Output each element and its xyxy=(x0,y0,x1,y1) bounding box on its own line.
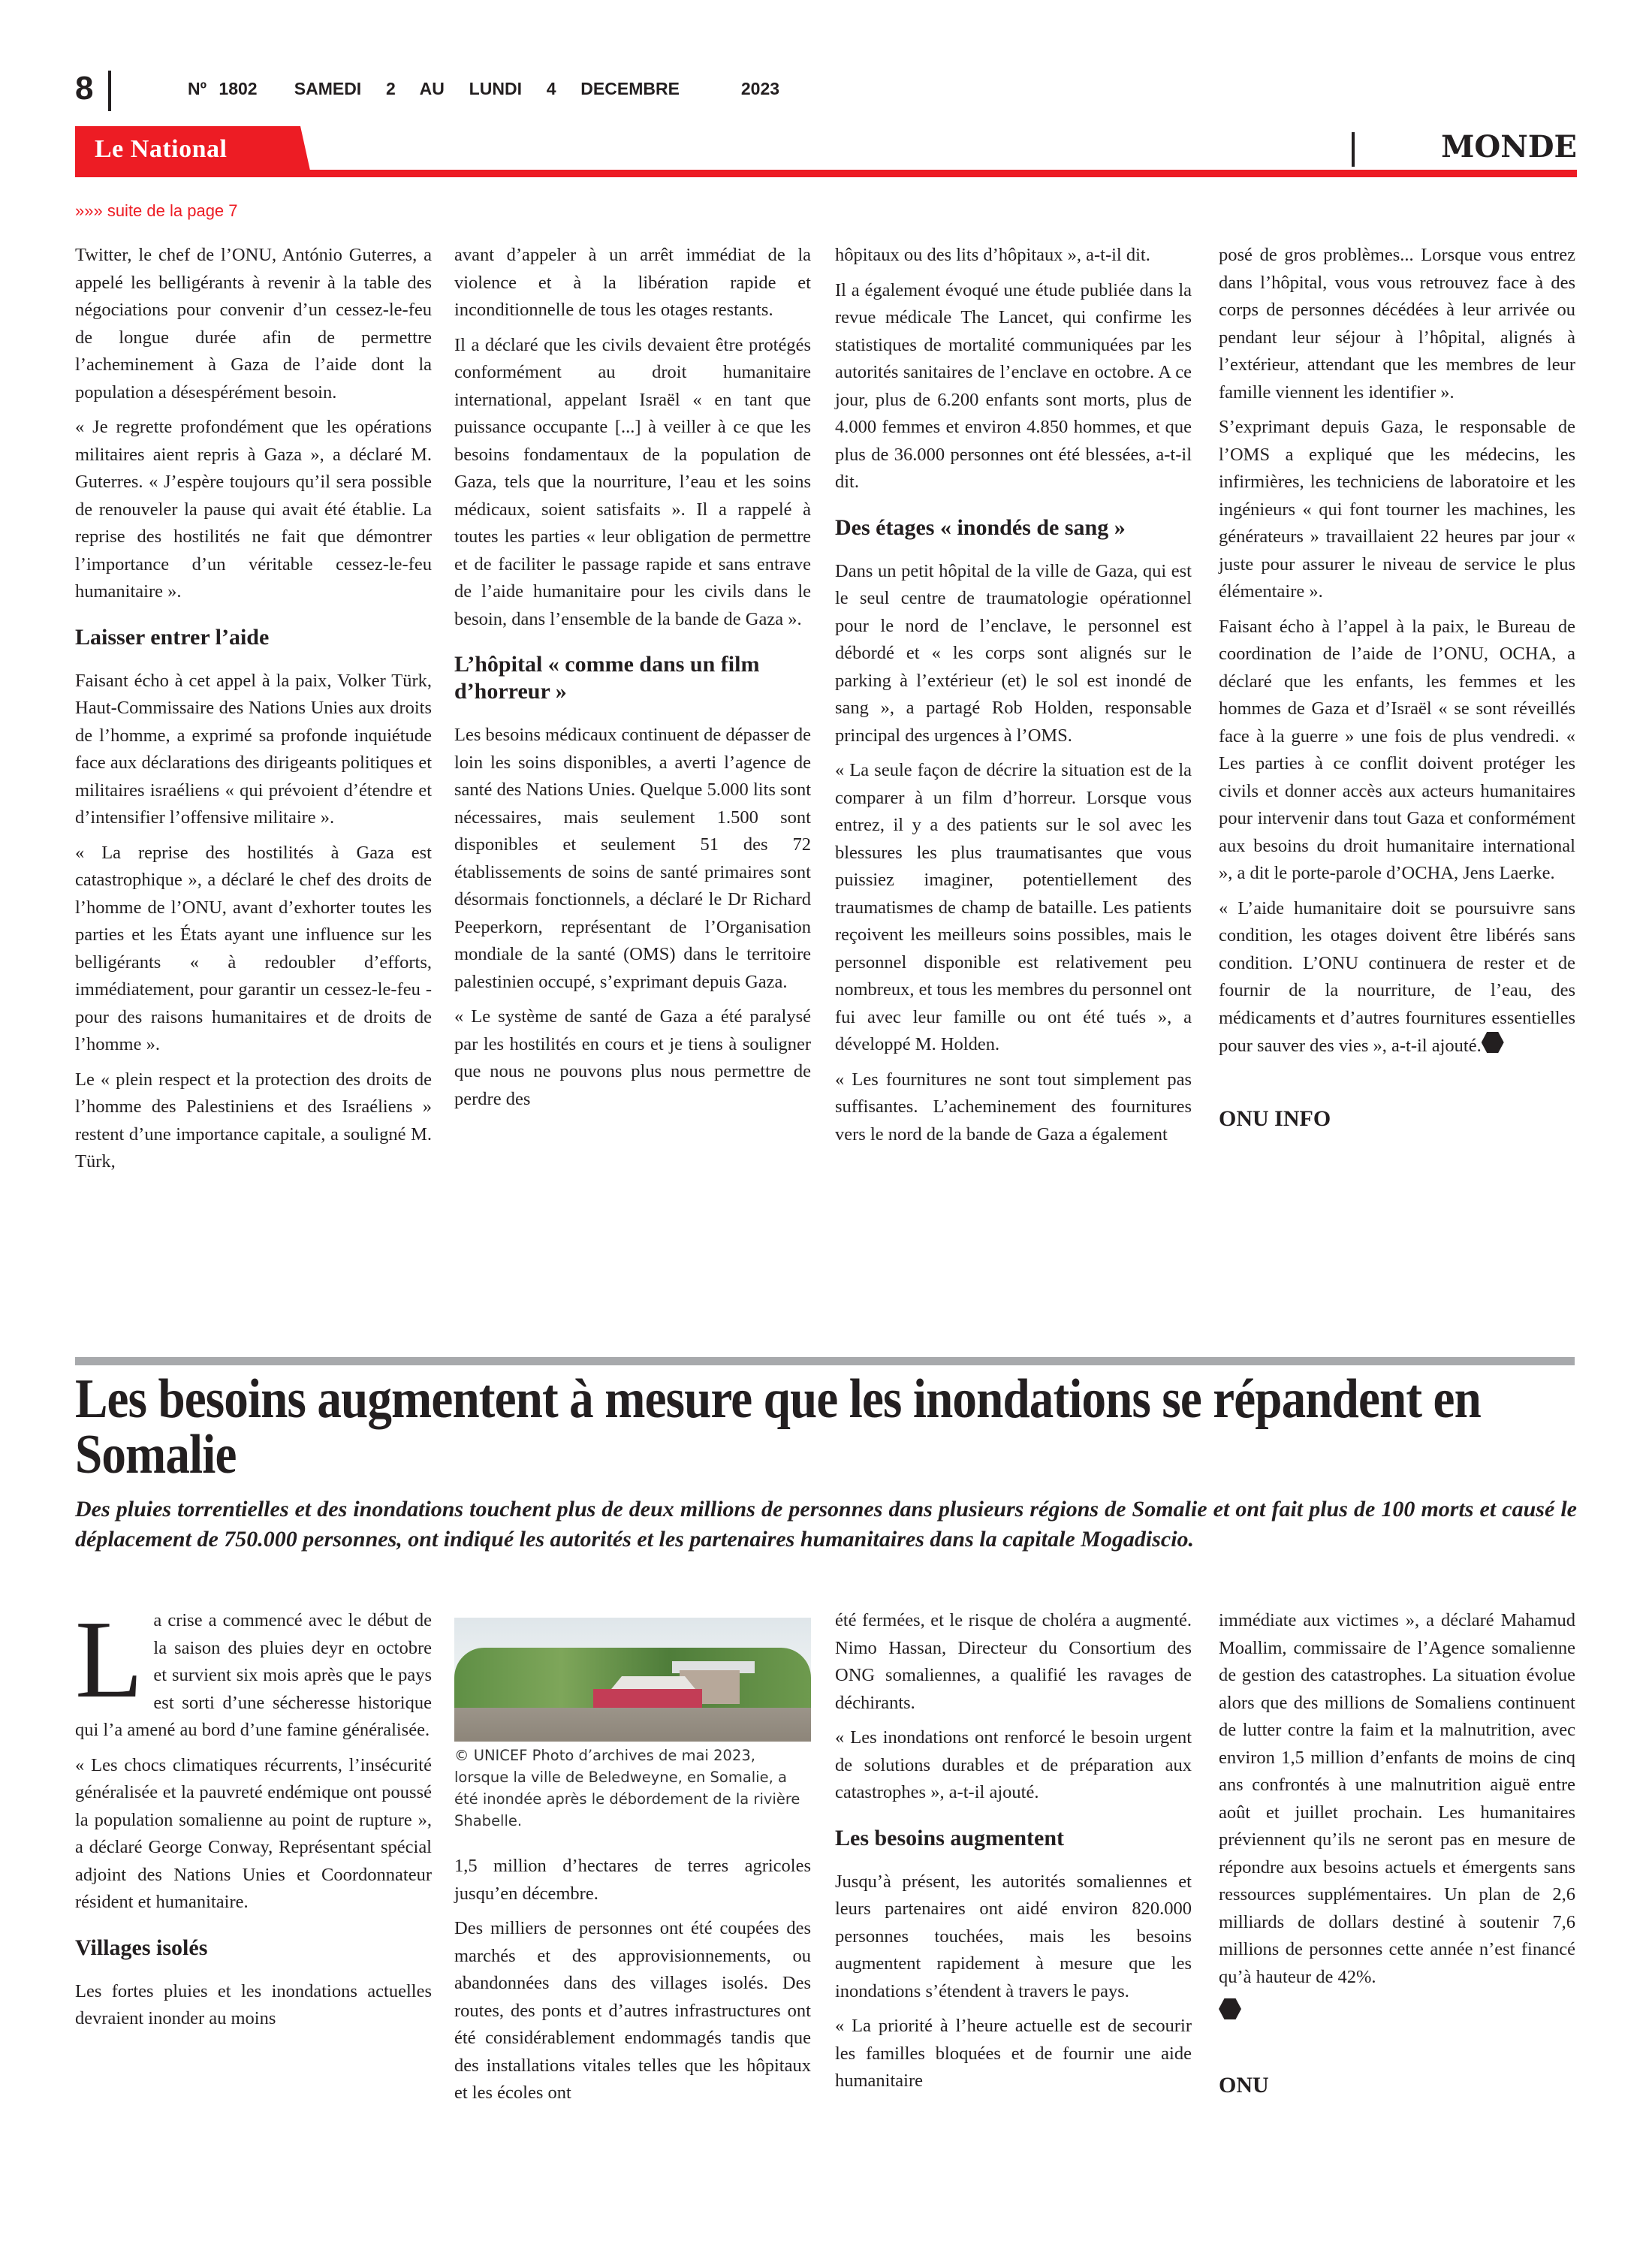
paragraph: Dans un petit hôpital de la ville de Gaza, qui est le seul centre de traumatologie opérationnel pour le nord de l’enclave, le personnel est débordé et « les corps sont alignés sur le parking à l’extérieur (et) le sol est inondé de sang », a partagé Rob Holden, responsable principal des urgences à l’OMS. xyxy=(835,560,1192,746)
photo-caption: © UNICEF Photo d’archives de mai 2023, lorsque la ville de Beledweyne, en Somalie, a été inondée après le débordement de la rivière Shabelle. xyxy=(454,1747,800,1829)
article2-column-1 xyxy=(75,1598,432,2040)
article2-column-4 xyxy=(1219,1607,1575,2099)
paragraph-text: a crise a commencé avec le début de la saison des pluies deyr en octobre et survient six mois après que le pays est sorti d’une sécheresse historique qui l’a amené au bord d’une famine généralisée. xyxy=(75,1610,432,1740)
article1-column-1 xyxy=(75,242,432,1184)
paragraph: « La priorité à l’heure actuelle est de secourir les familles bloquées et de fournir une aide humanitaire xyxy=(835,2016,1192,2091)
end-mark-row xyxy=(1219,1998,1575,2027)
brand-strip xyxy=(75,126,1577,177)
paragraph: « Les inondations ont renforcé le besoin urgent de solutions durables et de préparation aux catastrophes », a-t-il ajouté. xyxy=(835,1727,1192,1802)
drop-cap: L xyxy=(75,1598,143,1721)
paragraph: Faisant écho à l’appel à la paix, le Bureau de coordination de l’aide de l’ONU, OCHA, a déclaré que les enfants, les femmes et les hommes de Gaza et d’Israël « se sont réveillés face à la guerre » une fois de plus vendredi. « Les parties à ce conflit doivent protéger les civils et donner accès aux acteurs humanitaires pour intervenir dans tout Gaza et conformément aux besoins du droit humanitaire international », a dit le porte-parole d’OCHA, Jens Laerke. xyxy=(1219,616,1575,883)
article-byline: ONU INFO xyxy=(1219,1105,1331,1131)
paragraph: Le « plein respect et la protection des droits de l’homme des Palestiniens et des Israéliens » restent d’une importance capitale, a souligné M. Türk, xyxy=(75,1069,432,1172)
section-divider xyxy=(1352,132,1355,167)
paragraph-last xyxy=(1219,895,1575,1060)
continued-from-link[interactable]: »»» suite de la page 7 xyxy=(75,201,238,220)
article-headline: Les besoins augmentent à mesure que les inondations se répandent en Somalie xyxy=(75,1368,1481,1485)
paragraph: Des milliers de personnes ont été coupées des marchés et des approvisionnements, ou abandonnées dans des villages isolés. Des routes, des ponts et d’autres infrastructures ont été considérablement endommagés tandis que des installations vitales telles que les hôpitaux et les écoles ont xyxy=(454,1918,811,2103)
paragraph: immédiate aux victimes », a déclaré Mahamud Moallim, commissaire de l’Agence somalienne de gestion des catastrophes. La situation évolue alors que des millions de Somaliens continuent de lutter contre la faim et la malnutrition, avec environ 1,5 million d’enfants de moins de cinq ans confrontés à une malnutrition aiguë entre août et juillet prochain. Les humanitaires préviennent qu’ils ne seront pas en mesure de répondre aux besoins actuels et émergents sans ressources supplémentaires. Un plan de 2,6 milliards de dollars destiné à soutenir 7,6 millions de personnes cette année n’est financé qu’à hauteur de 42%. xyxy=(1219,1610,1575,1987)
paragraph: 1,5 million d’hectares de terres agricoles jusqu’en décembre. xyxy=(454,1856,811,1904)
article2-column-2 xyxy=(454,1607,811,2115)
article1-column-4 xyxy=(1219,242,1575,1133)
paragraph: « Je regrette profondément que les opérations militaires aient repris à Gaza », a déclaré M. Guterres. « J’espère toujours qu’il sera possible de renouveler la pause qui avait été établie. La reprise des hostilités ne fait que démontrer l’importance d’un véritable cessez-le-feu humanitaire ». xyxy=(75,417,432,602)
subheading: Villages isolés xyxy=(75,1935,208,1960)
flooded-town-photo xyxy=(454,1618,811,1742)
paragraph-first xyxy=(75,1598,432,1745)
paragraph: « Les chocs climatiques récurrents, l’insécurité généralisée et la pauvreté endémique ont poussé la population somalienne au point de rupture », a déclaré George Conway, Représentant spécial adjoint des Nations Unies et Coordonnateur résident et humanitaire. xyxy=(75,1754,432,1912)
paragraph: S’exprimant depuis Gaza, le responsable de l’OMS a expliqué que les médecins, les infirmières, les techniciens de laboratoire et les ingénieurs « qui font tourner les machines, les générateurs » travaillaient 22 heures par jour « juste pour assurer le niveau de service le plus élémentaire ». xyxy=(1219,417,1575,602)
article1-column-2 xyxy=(454,242,811,1120)
paragraph: Faisant écho à cet appel à la paix, Volker Türk, Haut-Commissaire des Nations Unies aux droits de l’homme, a exprimé sa profonde inquiétude face aux déclarations des dirigeants politiques et militaires israéliens « qui prévoient d’étendre et d’intensifier l’offensive militaire ». xyxy=(75,670,432,828)
article2-column-3 xyxy=(835,1607,1192,2103)
end-of-article-icon xyxy=(1482,1032,1504,1053)
newspaper-logo: Le National xyxy=(95,135,228,163)
article-separator xyxy=(75,1357,1575,1365)
issue-info: Nº 1802 SAMEDI 2 AU LUNDI 4 DECEMBRE 2023 xyxy=(188,79,780,98)
subheading: Laisser entrer l’aide xyxy=(75,624,270,650)
paragraph: hôpitaux ou des lits d’hôpitaux », a-t-il dit. xyxy=(835,245,1150,265)
paragraph: avant d’appeler à un arrêt immédiat de la violence et à la libération rapide et inconditionnelle de tous les otages restants. xyxy=(454,245,811,320)
page-header xyxy=(75,66,1577,111)
paragraph: posé de gros problèmes... Lorsque vous entrez dans l’hôpital, vous vous retrouvez face à des corps de personnes décédées à leur arrivée ou pendant leur séjour à l’hôpital, alignés à l’extérieur, attendant que les membres de leur famille viennent les identifier ». xyxy=(1219,245,1575,403)
paragraph: « La seule façon de décrire la situation est de la comparer à un film d’horreur. Lorsque vous entrez, il y a des patients sur le sol avec les blessures les plus traumatisantes que vous puissiez imaginer, potentiellement des traumatismes de champ de bataille. Les patients reçoivent les meilleurs soins possibles, mais le personnel disponible est relativement peu nombreux, et tous les membres du personnel ont fui avec leur famille ou ont été tués », a développé M. Holden. xyxy=(835,760,1192,1054)
paragraph: été fermées, et le risque de choléra a augmenté. Nimo Hassan, Directeur du Consortium des ONG somaliennes, a qualifié les ravages de déchirants. xyxy=(835,1610,1192,1713)
paragraph: « La reprise des hostilités à Gaza est catastrophique », a déclaré le chef des droits de l’homme de l’ONU, avant d’exhorter toutes les parties et les États ayant une influence sur les belligérants « à redoubler d’efforts, immédiatement, pour garantir un cessez-le-feu - pour des raisons humanitaires et de droits de l’homme ». xyxy=(75,842,432,1054)
page-number: 8 xyxy=(75,70,94,107)
section-title: MONDE xyxy=(1441,129,1577,164)
article-deck: Des pluies torrentielles et des inondations touchent plus de deux millions de personnes dans plusieurs régions de Somalie et ont fait plus de 100 morts et causé le déplacement de 750.000 personnes, ont indiqué les autorités et les partenaires humanitaires dans la capitale Mogadiscio. xyxy=(75,1497,1577,1552)
header-divider xyxy=(108,71,111,111)
paragraph: Les besoins médicaux continuent de dépasser de loin les soins disponibles, a averti l’agence de santé des Nations Unies. Quelque 5.000 lits sont nécessaires, mais seulement 1.500 sont disponibles et seulement 51 des 72 établissements de soins de santé primaires sont désormais fonctionnels, a déclaré le Dr Richard Peeperkorn, représentant de l’Organisation mondiale de la santé (OMS) dans le territoire palestinien occupé, s’exprimant depuis Gaza. xyxy=(454,725,811,992)
end-of-article-icon xyxy=(1219,1998,1241,2019)
article1-column-3 xyxy=(835,242,1192,1156)
paragraph: Twitter, le chef de l’ONU, António Guterres, a appelé les belligérants à revenir à la table des négociations pour convenir d’un cessez-le-feu de longue durée afin de permettre l’acheminement à Gaza de l’aide dont la population a désespérément besoin. xyxy=(75,245,432,403)
paragraph: « Le système de santé de Gaza a été paralysé par les hostilités en cours et je tiens à souligner que nous ne pouvons plus nous permettre de perdre des xyxy=(454,1006,811,1109)
paragraph-text: « L’aide humanitaire doit se poursuivre sans condition, les otages doivent être libérés sans condition. L’ONU continuera de rester et de fournir de la nourriture, de l’eau, des médicaments et d’autres fournitures essentielles pour sauver des vies », a-t-il ajouté. xyxy=(1219,897,1575,1056)
article-byline: ONU xyxy=(1219,2072,1269,2098)
paragraph: Les fortes pluies et les inondations actuelles devraient inonder au moins xyxy=(75,1980,432,2028)
subheading: Les besoins augmentent xyxy=(835,1825,1065,1850)
paragraph: Il a également évoqué une étude publiée dans la revue médicale The Lancet, qui confirme les statistiques de mortalité communiquées par les autorités sanitaires de l’enclave en octobre. A ce jour, plus de 6.200 enfants sont morts, plus de 4.000 femmes et environ 4.850 hommes, et que plus de 36.000 personnes ont été blessées, a-t-il dit. xyxy=(835,279,1192,492)
photo-floodwater xyxy=(454,1708,811,1742)
subheading: Des étages « inondés de sang » xyxy=(835,514,1126,540)
paragraph: Jusqu’à présent, les autorités somaliennes et leurs partenaires ont aidé environ 820.000 personnes touchées, mais les besoins augmentent rapidement à mesure que les inondations s’étendent à travers le pays. xyxy=(835,1871,1192,2001)
paragraph: « Les fournitures ne sont tout simplement pas suffisantes. L’acheminement des fournitures vers le nord de la bande de Gaza a également xyxy=(835,1069,1192,1145)
paragraph: Il a déclaré que les civils devaient être protégés conformément au droit humanitaire international, appelant Israël « en tant que puissance occupante [...] à veiller à ce que les besoins fondamentaux de la population de Gaza, tels que la nourriture, l’eau et les soins médicaux, soient satisfaits ». Il a rappelé à toutes les parties « leur obligation de permettre et de faciliter le passage rapide et sans entrave de l’aide humanitaire pour les civils dans le besoin, dans l’ensemble de la bande de Gaza ». xyxy=(454,334,811,629)
subheading: L’hôpital « comme dans un film d’horreur » xyxy=(454,652,760,704)
